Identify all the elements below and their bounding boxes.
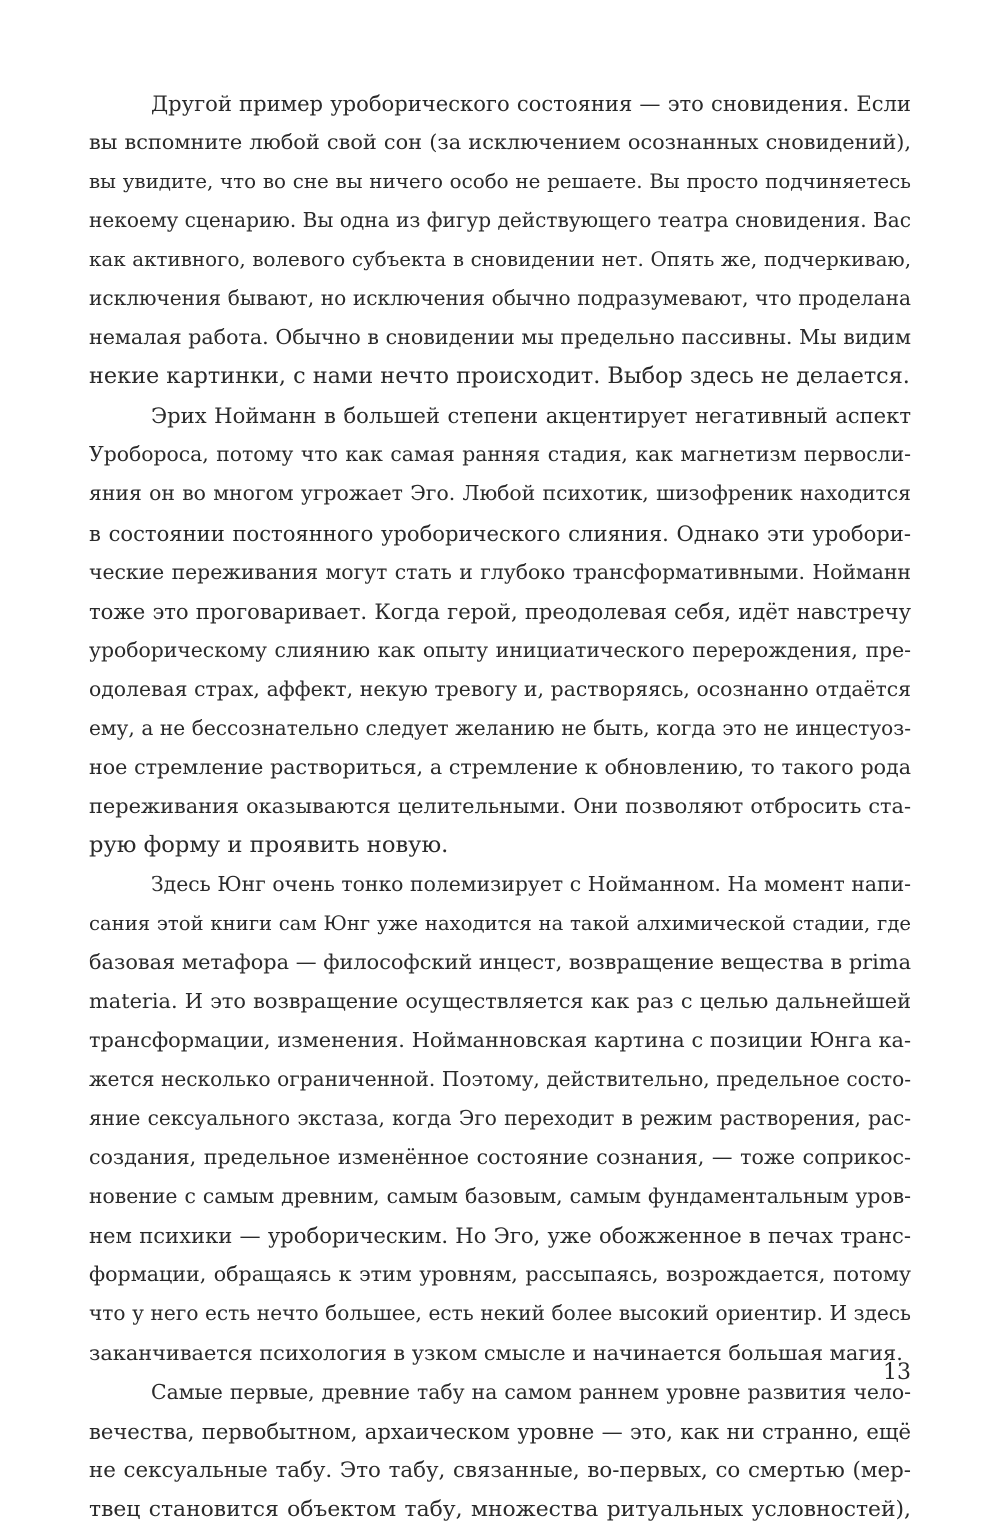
- text-line: materia. И это возвращение осуществляется как раз с целью дальнейшей: [89, 989, 911, 1014]
- text-line: в состоянии постоянного уроборического слияния. Однако эти уробори-: [89, 520, 911, 546]
- text-line: нем психики — уроборическим. Но Эго, уже обожженное в печах транс-: [89, 1223, 911, 1249]
- text-line: Здесь Юнг очень тонко полемизирует с Нойманном. На момент напи-: [151, 871, 911, 896]
- text-line: твец становится объектом табу, множества ритуальных условностей),: [89, 1496, 911, 1522]
- text-line: заканчивается психология в узком смысле и начинается большая магия.: [89, 1340, 903, 1365]
- text-line: не сексуальные табу. Это табу, связанные, во-первых, со смертью (мер-: [89, 1457, 911, 1483]
- text-line: Самые первые, древние табу на самом раннем уровне развития чело-: [151, 1379, 911, 1404]
- text-line: исключения бывают, но исключения обычно подразумевают, что проделана: [89, 286, 911, 311]
- text-line: Уробороса, потому что как самая ранняя стадия, как магнетизм первосли-: [89, 442, 911, 467]
- paragraph: [89, 84, 911, 396]
- text-line: Другой пример уроборического состояния — это сновидения. Если: [151, 91, 911, 116]
- text-line: что у него есть нечто большее, есть некий более высокий ориентир. И здесь: [89, 1301, 911, 1326]
- text-line: сания этой книги сам Юнг уже находится на такой алхимической стадии, где: [89, 911, 911, 935]
- text-line: немалая работа. Обычно в сновидении мы предельно пассивны. Мы видим: [89, 325, 911, 350]
- paragraph: [89, 1373, 911, 1529]
- page-number: 13: [883, 1360, 911, 1385]
- text-line: яния он во многом угрожает Эго. Любой психотик, шизофреник находится: [89, 481, 911, 506]
- text-line: некие картинки, с нами нечто происходит. Выбор здесь не делается.: [89, 363, 910, 390]
- paragraph: [89, 396, 911, 865]
- text-line: вечества, первобытном, архаическом уровне — это, как ни странно, ещё: [89, 1418, 911, 1444]
- text-line: вы вспомните любой свой сон (за исключением осознанных сновидений),: [89, 130, 911, 155]
- text-line: базовая метафора — философский инцест, возвращение вещества в prima: [89, 950, 911, 975]
- text-line: одолевая страх, аффект, некую тревогу и, растворяясь, осознанно отдаётся: [89, 676, 911, 701]
- paragraph: [89, 865, 911, 1373]
- text-line: трансформации, изменения. Нойманновская картина с позиции Юнга ка-: [89, 1028, 911, 1053]
- text-line: как активного, волевого субъекта в сновидении нет. Опять же, подчеркиваю,: [89, 248, 911, 272]
- text-line: рую форму и проявить новую.: [89, 831, 449, 858]
- body-text: [89, 84, 911, 1529]
- text-line: формации, обращаясь к этим уровням, рассыпаясь, возрождается, потому: [89, 1262, 911, 1287]
- text-line: создания, предельное изменённое состояние сознания, — тоже соприкос-: [89, 1145, 911, 1170]
- text-line: жется несколько ограниченной. Поэтому, действительно, предельное состо-: [89, 1067, 911, 1092]
- text-line: ему, а не бессознательно следует желанию не быть, когда это не инцестуоз-: [89, 715, 911, 740]
- text-line: Эрих Нойманн в большей степени акцентирует негативный аспект: [151, 403, 911, 429]
- text-line: новение с самым древним, самым базовым, самым фундаментальным уров-: [89, 1184, 911, 1209]
- text-line: тоже это проговаривает. Когда герой, преодолевая себя, идёт навстречу: [89, 598, 911, 624]
- text-line: яние сексуального экстаза, когда Эго переходит в режим растворения, рас-: [89, 1106, 911, 1131]
- text-line: переживания оказываются целительными. Они позволяют отбросить ста-: [89, 793, 911, 818]
- text-line: уроборическому слиянию как опыту инициатического перерождения, пре-: [89, 637, 911, 662]
- text-line: ческие переживания могут стать и глубоко трансформативными. Нойманн: [89, 559, 911, 584]
- text-line: некоему сценарию. Вы одна из фигур действующего театра сновидения. Вас: [89, 208, 911, 233]
- text-line: вы увидите, что во сне вы ничего особо не решаете. Вы просто подчиняетесь: [89, 170, 911, 194]
- text-line: ное стремление раствориться, а стремление к обновлению, то такого рода: [89, 754, 911, 779]
